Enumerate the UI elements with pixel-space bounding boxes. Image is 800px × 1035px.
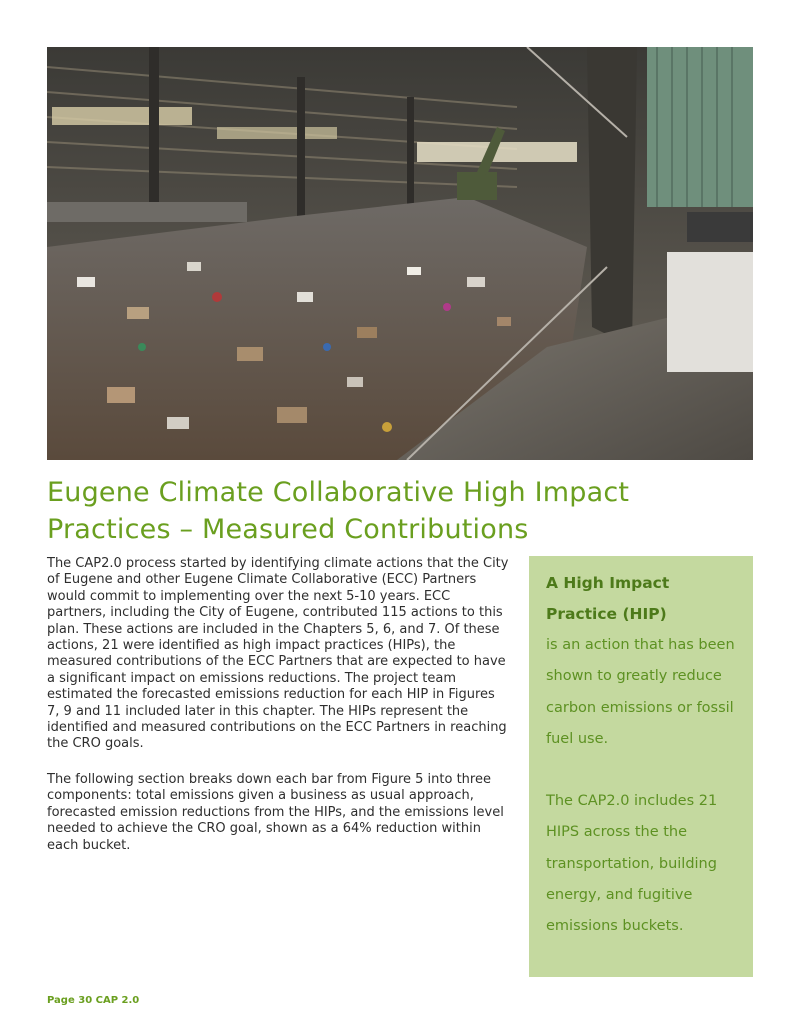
hero-photo — [47, 47, 753, 460]
page-title: Eugene Climate Collaborative High Impact Practices – Measured Contributions — [47, 477, 630, 545]
body-paragraph-1: The CAP2.0 process started by identifying climate actions that the City of Eugene and other Eugene Climate Collaborative (ECC) Partners would commit to implementing over the next 5-10 years. ECC partners, including the City of Eugene, contributed 115 actions to this plan. These actions are included in the Chapters 5, 6, and 7. Of these actions, 21 were identified as high impact practices (HIPs), the measured contributions of the ECC Partners that are expected to have a significant impact on emissions reductions. The project team estimated the forecasted emissions reduction for each HIP in Figures 7, 9 and 11 included later in this chapter. The HIPs represent the identified and measured contributions on the ECC Partners in reaching the CRO goals. — [47, 556, 509, 752]
body-text — [47, 556, 509, 873]
hip-callout-box — [529, 556, 753, 977]
callout-definition: is an action that has been shown to greatly reduce carbon emissions or fossil fuel use. — [546, 637, 735, 747]
callout-spacer — [546, 755, 736, 786]
callout-note: The CAP2.0 includes 21 HIPS across the the transportation, building energy, and fugitive emissions buckets. — [546, 793, 718, 935]
page-footer: Page 30 CAP 2.0 — [47, 995, 140, 1006]
callout-heading: A High Impact Practice (HIP) — [546, 574, 670, 623]
body-paragraph-2: The following section breaks down each bar from Figure 5 into three components: total emissions given a business as usual approach, forecasted emission reductions from the HIPs, and the emissions level needed to achieve the CRO goal, shown as a 64% reduction within each bucket. — [47, 771, 504, 853]
